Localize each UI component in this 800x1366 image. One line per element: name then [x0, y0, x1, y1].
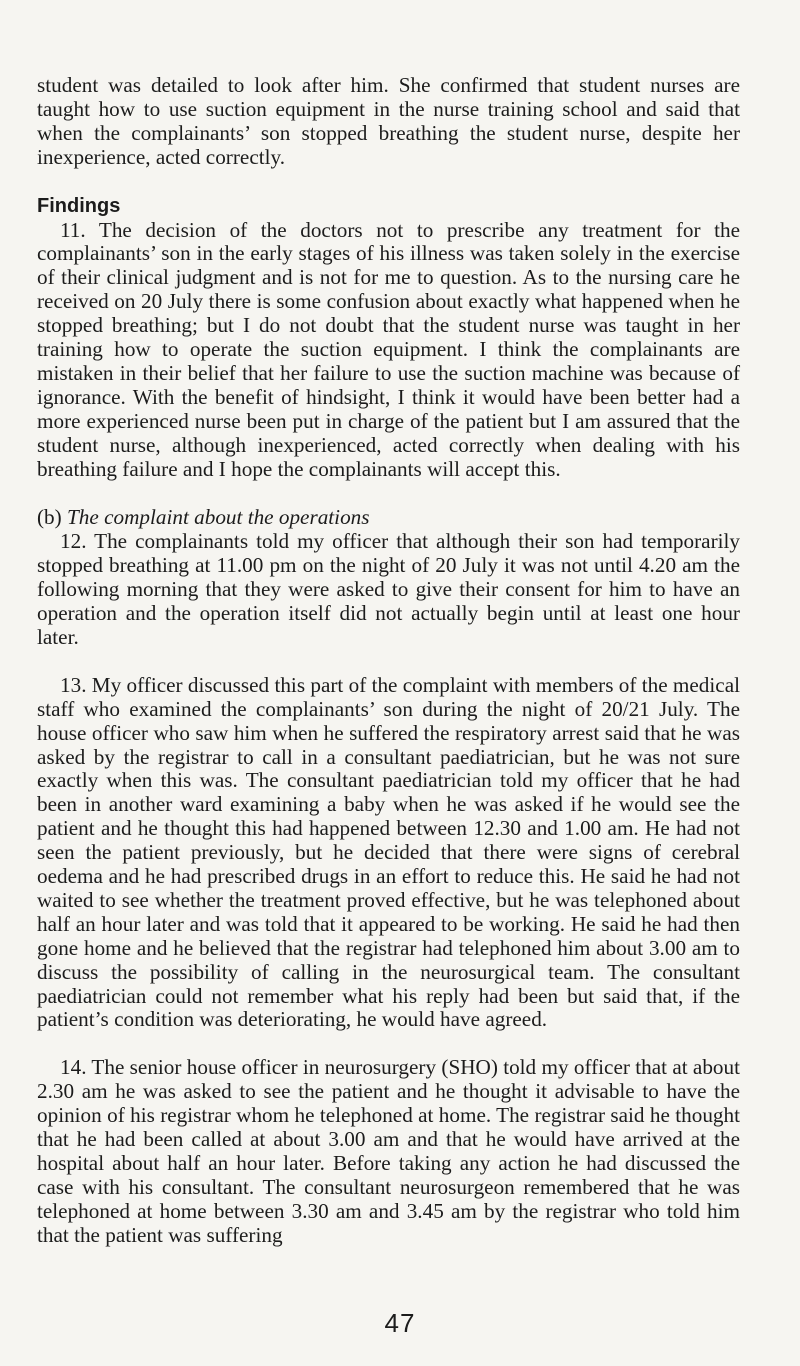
section-b-letter: (b) — [37, 505, 62, 530]
paragraph-13: 13. My officer discussed this part of the complaint with members of the medical staff who examined the complainants’ son during the night of 20/21 July. The house officer who saw him when he suffered the respiratory arrest said that he was asked by the registrar to call in a consultant paediatrician, but he was not sure exactly when this was. The consultant paediatrician told my officer that he had been in another ward examining a baby when he was asked if he would see the patient and he thought this had happened between 12.30 and 1.00 am. He had not seen the patient previously, but he decided that there were signs of cerebral oedema and he had prescribed drugs in an effort to reduce this. He said he had not waited to see whether the treatment proved effective, but he was telephoned about half an hour later and was told that it appeared to be working. He said he had then gone home and he believed that the registrar had telephoned him about 3.00 am to discuss the possibility of calling in the neurosurgical team. The consultant paediatrician could not remember what his reply had been but said that, if the patient’s condition was deteriorating, he would have agreed. — [37, 672, 740, 1032]
document-page — [37, 74, 740, 1271]
findings-heading: Findings — [37, 194, 121, 217]
section-b-title: The complaint about the operations — [67, 505, 370, 530]
paragraph-14: 14. The senior house officer in neurosurgery (SHO) told my officer that at about 2.30 am he was asked to see the patient and he thought it advisable to have the opinion of his registrar whom he telephoned at home. The registrar said he thought that he had been called at about 3.00 am and that he would have arrived at the hospital about half an hour later. Before taking any action he had discussed the case with his consultant. The consultant neurosurgeon remembered that he was telephoned at home between 3.30 am and 3.45 am by the registrar who told him that the patient was suffering — [37, 1055, 740, 1247]
paragraph-12: 12. The complainants told my officer that although their son had temporarily stopped breathing at 11.00 pm on the night of 20 July it was not until 4.20 am the following morning that they were asked to give their consent for him to have an operation and the operation itself did not actually begin until at least one hour later. — [37, 529, 740, 649]
opening-paragraph: student was detailed to look after him. She confirmed that student nurses are taught how to use suction equipment in the nurse training school and said that when the complainants’ son stopped breathing the student nurse, despite her inexperience, acted correctly. — [37, 73, 740, 169]
section-b-heading — [37, 505, 740, 529]
paragraph-11: 11. The decision of the doctors not to prescribe any treatment for the complainants’ son in the early stages of his illness was taken solely in the exercise of their clinical judgment and is not for me to question. As to the nursing care he received on 20 July there is some confusion about exactly what happened when he stopped breathing; but I do not doubt that the student nurse was taught in her training how to operate the suction equipment. I think the complainants are mistaken in their belief that her failure to use the suction machine was because of ignorance. With the benefit of hindsight, I think it would have been better had a more experienced nurse been put in charge of the patient but I am assured that the student nurse, although inexperienced, acted correctly when dealing with his breathing failure and I hope the complainants will accept this. — [37, 217, 740, 481]
page-number: 47 — [384, 1308, 416, 1338]
